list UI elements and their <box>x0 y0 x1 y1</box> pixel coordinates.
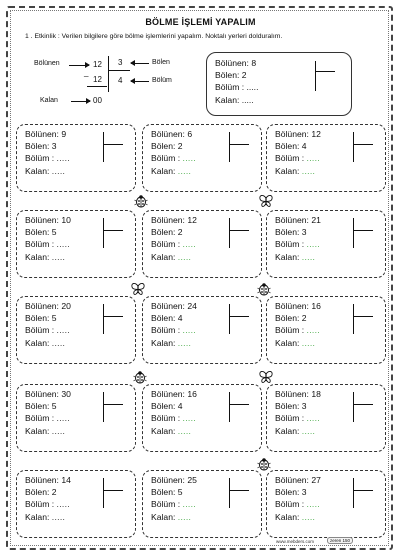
problem-box <box>16 210 136 278</box>
ladybug-icon <box>133 370 147 384</box>
division-vertical-line <box>103 218 104 248</box>
problem-divisor <box>151 226 197 238</box>
problem-divisor <box>25 400 71 412</box>
problem-quotient-label: Bölüm : <box>25 153 55 164</box>
division-horizontal-line <box>229 404 249 405</box>
problem-divisor <box>25 486 71 498</box>
division-horizontal-line <box>108 70 130 71</box>
problem-divisor-value: 3 <box>51 141 57 152</box>
problem-remainder-label: Kalan: <box>25 251 50 262</box>
problem-remainder <box>151 425 197 437</box>
problem-divisor-value: 5 <box>177 487 183 498</box>
problem-quotient-label: Bölüm : <box>275 499 305 510</box>
problem-quotient <box>25 498 71 510</box>
problem-divisor <box>275 226 321 238</box>
answer-blank[interactable]: ..... <box>177 337 192 348</box>
featured-problem-box <box>206 52 352 116</box>
problem-dividend-label: Bölünen: <box>151 389 185 399</box>
division-horizontal-line <box>103 490 123 491</box>
division-vertical-line <box>229 218 230 248</box>
problem-divisor-value: 5 <box>51 401 57 412</box>
footer-url: www.mebders.com <box>276 539 315 544</box>
problem-quotient-label: Bölüm : <box>25 325 55 336</box>
division-horizontal-line <box>315 71 335 72</box>
problem-divisor <box>275 400 321 412</box>
problem-remainder-label: Kalan: <box>151 511 176 522</box>
problem-remainder-label: Kalan: <box>25 337 50 348</box>
problem-divisor-label: Bölen: <box>275 141 300 152</box>
problem-remainder-label: Kalan: <box>151 425 176 436</box>
division-horizontal-line <box>229 144 249 145</box>
instruction-text: 1 . Etkinlik : Verilen bilgilere göre bölme işlemlerini yapalım. Noktalı yerleri dolduralım. <box>25 33 283 40</box>
problem-quotient <box>151 238 197 250</box>
answer-blank[interactable]: ..... <box>51 337 66 348</box>
problem-remainder <box>25 165 70 177</box>
division-vertical-line <box>103 392 104 422</box>
problem-dividend-value: 14 <box>61 475 71 485</box>
answer-blank[interactable]: ..... <box>177 251 192 262</box>
example-divisor-value: 3 <box>118 58 123 67</box>
problem-divisor-value: 5 <box>51 227 57 238</box>
problem-remainder-label: Kalan: <box>275 251 300 262</box>
problem-divisor <box>25 226 71 238</box>
problem-box <box>266 210 386 278</box>
problem-quotient <box>151 152 196 164</box>
problem-divisor-value: 4 <box>301 141 307 152</box>
answer-blank[interactable]: ..... <box>306 153 320 164</box>
example-subtract-value: 12 <box>93 75 102 84</box>
problem-box <box>142 384 262 452</box>
example-remainder-label: Kalan <box>40 97 58 104</box>
answer-blank[interactable]: ..... <box>177 511 192 522</box>
division-horizontal-line <box>353 144 373 145</box>
problem-divisor-value: 3 <box>301 401 307 412</box>
division-vertical-line <box>108 56 109 92</box>
problem-dividend-value: 6 <box>187 129 193 139</box>
problem-quotient <box>151 324 197 336</box>
problem-dividend-value: 24 <box>187 301 197 311</box>
problem-quotient <box>25 238 71 250</box>
problem-dividend <box>275 388 321 400</box>
problem-divisor-value: 4 <box>177 401 183 412</box>
answer-blank[interactable]: ..... <box>56 153 70 164</box>
problem-divisor <box>151 312 197 324</box>
problem-dividend <box>151 388 197 400</box>
problem-divisor-value: 2 <box>51 487 57 498</box>
problem-quotient <box>25 152 70 164</box>
answer-blank[interactable]: ..... <box>177 165 192 176</box>
problem-remainder-label: Kalan: <box>151 251 176 262</box>
division-horizontal-line <box>353 490 373 491</box>
answer-blank[interactable]: ..... <box>56 325 70 336</box>
ladybug-icon <box>257 282 271 296</box>
problem-box <box>266 470 386 538</box>
division-horizontal-line <box>103 404 123 405</box>
problem-box <box>266 296 386 364</box>
problem-divisor-label: Bölen: <box>275 401 300 412</box>
problem-divisor-value: 2 <box>177 227 183 238</box>
problem-divisor-value: 3 <box>301 487 307 498</box>
problem-remainder <box>151 165 196 177</box>
problem-box <box>142 210 262 278</box>
problem-quotient <box>25 324 71 336</box>
problem-box <box>142 296 262 364</box>
problem-quotient-label: Bölüm : <box>25 499 55 510</box>
problem-remainder-label: Kalan: <box>25 165 50 176</box>
division-horizontal-line <box>103 230 123 231</box>
problem-divisor <box>25 140 70 152</box>
problem-divisor-value: 5 <box>51 313 57 324</box>
answer-blank[interactable]: ..... <box>301 425 316 436</box>
problem-remainder <box>275 337 321 349</box>
problem-remainder <box>275 251 321 263</box>
problem-divisor-value: 2 <box>301 313 307 324</box>
problem-quotient-label: Bölüm : <box>151 153 181 164</box>
problem-remainder <box>151 337 197 349</box>
problem-remainder-label: Kalan: <box>275 425 300 436</box>
subtraction-line <box>87 86 107 87</box>
problem-dividend <box>25 214 71 226</box>
problem-dividend-label: Bölünen: <box>25 389 59 399</box>
answer-blank[interactable]: ..... <box>182 325 196 336</box>
problem-remainder-label: Kalan: <box>25 511 50 522</box>
problem-box <box>16 296 136 364</box>
answer-blank[interactable]: ..... <box>182 413 196 424</box>
problem-divisor-value: 4 <box>177 313 183 324</box>
problem-quotient <box>25 412 71 424</box>
answer-blank[interactable]: ..... <box>56 499 70 510</box>
problem-divisor <box>275 140 321 152</box>
problem-box <box>142 124 262 192</box>
division-vertical-line <box>103 132 104 162</box>
problem-divisor <box>151 400 197 412</box>
problem-divisor-label: Bölen: <box>25 313 50 324</box>
problem-dividend <box>25 300 71 312</box>
division-vertical-line <box>229 132 230 162</box>
problem-dividend <box>151 128 196 140</box>
problem-quotient <box>151 412 197 424</box>
problem-dividend-label: Bölünen: <box>275 389 309 399</box>
problem-remainder <box>25 337 71 349</box>
answer-blank[interactable]: ..... <box>301 511 316 522</box>
problem-divisor-value: 3 <box>301 227 307 238</box>
problem-quotient <box>151 498 197 510</box>
problem-remainder <box>25 251 71 263</box>
problem-dividend-label: Bölünen: <box>25 301 59 311</box>
problem-dividend <box>275 214 321 226</box>
problem-quotient-label: Bölüm : <box>275 239 305 250</box>
problem-divisor-label: Bölen: <box>25 227 50 238</box>
problem-remainder <box>275 165 321 177</box>
answer-blank[interactable]: ..... <box>306 499 320 510</box>
example-dividend-value: 12 <box>93 60 102 69</box>
division-horizontal-line <box>103 316 123 317</box>
problem-dividend <box>25 128 70 140</box>
problem-remainder-label: Kalan: <box>275 337 300 348</box>
problem-dividend-value: 27 <box>311 475 321 485</box>
problem-box <box>16 124 136 192</box>
division-horizontal-line <box>229 490 249 491</box>
problem-quotient-label: Bölüm : <box>25 239 55 250</box>
problem-divisor-label: Bölen: <box>25 487 50 498</box>
division-vertical-line <box>229 304 230 334</box>
division-horizontal-line <box>229 230 249 231</box>
problem-dividend <box>25 388 71 400</box>
problem-remainder <box>25 511 71 523</box>
division-vertical-line <box>353 132 354 162</box>
problem-quotient-label: Bölüm : <box>151 413 181 424</box>
example-divisor-label: Bölen <box>152 59 170 66</box>
problem-quotient-label: Bölüm : <box>151 499 181 510</box>
problem-quotient-label: Bölüm : <box>151 325 181 336</box>
answer-blank[interactable]: ..... <box>301 251 316 262</box>
answer-blank[interactable]: ..... <box>301 337 316 348</box>
problem-dividend-value: 9 <box>61 129 67 139</box>
problem-remainder-label: Kalan: <box>25 425 50 436</box>
featured-dividend: Bölünen: 8 <box>215 58 257 68</box>
problem-dividend-value: 30 <box>61 389 71 399</box>
division-vertical-line <box>353 304 354 334</box>
problem-remainder-label: Kalan: <box>275 165 300 176</box>
arrow-right-icon <box>71 101 90 102</box>
butterfly-icon <box>131 282 145 296</box>
problem-remainder <box>275 511 321 523</box>
problem-divisor-label: Bölen: <box>151 401 176 412</box>
problem-dividend-label: Bölünen: <box>275 301 309 311</box>
problem-remainder-label: Kalan: <box>151 165 176 176</box>
problem-dividend-value: 16 <box>187 389 197 399</box>
featured-quotient: Bölüm : ..... <box>215 82 259 93</box>
problem-dividend-value: 25 <box>187 475 197 485</box>
answer-blank[interactable]: ..... <box>51 511 66 522</box>
problem-quotient-label: Bölüm : <box>151 239 181 250</box>
answer-blank[interactable]: ..... <box>182 239 196 250</box>
problem-dividend-label: Bölünen: <box>25 215 59 225</box>
problem-dividend-value: 18 <box>311 389 321 399</box>
problem-quotient <box>275 152 321 164</box>
answer-blank[interactable]: ..... <box>51 165 66 176</box>
problem-quotient <box>275 498 321 510</box>
problem-divisor-label: Bölen: <box>275 313 300 324</box>
problem-dividend-value: 12 <box>187 215 197 225</box>
butterfly-icon <box>259 194 273 208</box>
answer-blank[interactable]: ..... <box>182 153 196 164</box>
division-vertical-line <box>103 478 104 508</box>
division-vertical-line <box>353 392 354 422</box>
problem-quotient-label: Bölüm : <box>275 413 305 424</box>
ladybug-icon <box>134 194 148 208</box>
problem-divisor-label: Bölen: <box>25 141 50 152</box>
problem-divisor <box>25 312 71 324</box>
answer-blank[interactable]: ..... <box>177 425 192 436</box>
answer-blank[interactable]: ..... <box>56 413 70 424</box>
division-vertical-line <box>103 304 104 334</box>
division-vertical-line <box>353 218 354 248</box>
problem-dividend-label: Bölünen: <box>275 215 309 225</box>
problem-box <box>266 124 386 192</box>
arrow-right-icon <box>69 65 89 66</box>
problem-dividend-label: Bölünen: <box>151 129 185 139</box>
problem-dividend <box>275 300 321 312</box>
problem-divisor-label: Bölen: <box>275 227 300 238</box>
problem-box <box>16 470 136 538</box>
problem-remainder <box>151 511 197 523</box>
footer-badge: zeren 150 <box>327 537 353 544</box>
problem-dividend-label: Bölünen: <box>151 301 185 311</box>
featured-remainder: Kalan: ..... <box>215 94 254 105</box>
problem-dividend-label: Bölünen: <box>275 475 309 485</box>
problem-quotient-label: Bölüm : <box>275 153 305 164</box>
answer-blank[interactable]: ..... <box>306 413 320 424</box>
division-horizontal-line <box>353 404 373 405</box>
division-vertical-line <box>315 61 316 91</box>
problem-dividend <box>151 474 197 486</box>
featured-divisor: Bölen: 2 <box>215 70 247 81</box>
problem-dividend-label: Bölünen: <box>25 129 59 139</box>
problem-quotient-label: Bölüm : <box>25 413 55 424</box>
problem-remainder <box>275 425 321 437</box>
problem-box <box>266 384 386 452</box>
arrow-left-icon <box>131 63 149 64</box>
problem-remainder-label: Kalan: <box>275 511 300 522</box>
problem-remainder <box>25 425 71 437</box>
problem-divisor-label: Bölen: <box>151 227 176 238</box>
division-horizontal-line <box>103 144 123 145</box>
problem-divisor <box>151 140 196 152</box>
answer-blank[interactable]: ..... <box>56 239 70 250</box>
example-quotient-label: Bölüm <box>152 77 172 84</box>
example-remainder-value: 00 <box>93 96 102 105</box>
division-vertical-line <box>229 478 230 508</box>
answer-blank[interactable]: ..... <box>182 499 196 510</box>
answer-blank[interactable]: ..... <box>306 325 320 336</box>
problem-quotient-label: Bölüm : <box>275 325 305 336</box>
problem-remainder-label: Kalan: <box>151 337 176 348</box>
example-dividend-label: Bölünen <box>34 60 60 67</box>
division-horizontal-line <box>353 230 373 231</box>
problem-dividend-value: 21 <box>311 215 321 225</box>
problem-remainder <box>151 251 197 263</box>
answer-blank[interactable]: ..... <box>51 425 66 436</box>
example-quotient-value: 4 <box>118 76 123 85</box>
answer-blank[interactable]: ..... <box>51 251 66 262</box>
problem-quotient <box>275 412 321 424</box>
problem-divisor <box>275 486 321 498</box>
problem-dividend <box>25 474 71 486</box>
problem-quotient <box>275 324 321 336</box>
problem-dividend <box>275 128 321 140</box>
problem-divisor-label: Bölen: <box>151 487 176 498</box>
division-vertical-line <box>229 392 230 422</box>
problem-dividend-value: 12 <box>311 129 321 139</box>
page-title: BÖLME İŞLEMİ YAPALIM <box>145 17 256 27</box>
butterfly-icon <box>259 370 273 384</box>
problem-dividend <box>151 214 197 226</box>
problem-divisor-label: Bölen: <box>151 313 176 324</box>
problem-dividend-label: Bölünen: <box>151 475 185 485</box>
division-horizontal-line <box>353 316 373 317</box>
problem-box <box>16 384 136 452</box>
problem-dividend-label: Bölünen: <box>151 215 185 225</box>
answer-blank[interactable]: ..... <box>301 165 316 176</box>
problem-quotient <box>275 238 321 250</box>
arrow-left-icon <box>131 81 149 82</box>
problem-dividend-value: 20 <box>61 301 71 311</box>
problem-dividend-label: Bölünen: <box>25 475 59 485</box>
division-vertical-line <box>353 478 354 508</box>
problem-divisor-label: Bölen: <box>151 141 176 152</box>
division-horizontal-line <box>229 316 249 317</box>
problem-box <box>142 470 262 538</box>
problem-divisor <box>151 486 197 498</box>
problem-divisor-label: Bölen: <box>275 487 300 498</box>
answer-blank[interactable]: ..... <box>306 239 320 250</box>
example-minus-sign: _ <box>84 68 89 77</box>
problem-divisor-label: Bölen: <box>25 401 50 412</box>
problem-divisor <box>275 312 321 324</box>
problem-divisor-value: 2 <box>177 141 183 152</box>
problem-dividend <box>275 474 321 486</box>
ladybug-icon <box>257 457 271 471</box>
problem-dividend-value: 16 <box>311 301 321 311</box>
problem-dividend <box>151 300 197 312</box>
problem-dividend-label: Bölünen: <box>275 129 309 139</box>
problem-dividend-value: 10 <box>61 215 71 225</box>
